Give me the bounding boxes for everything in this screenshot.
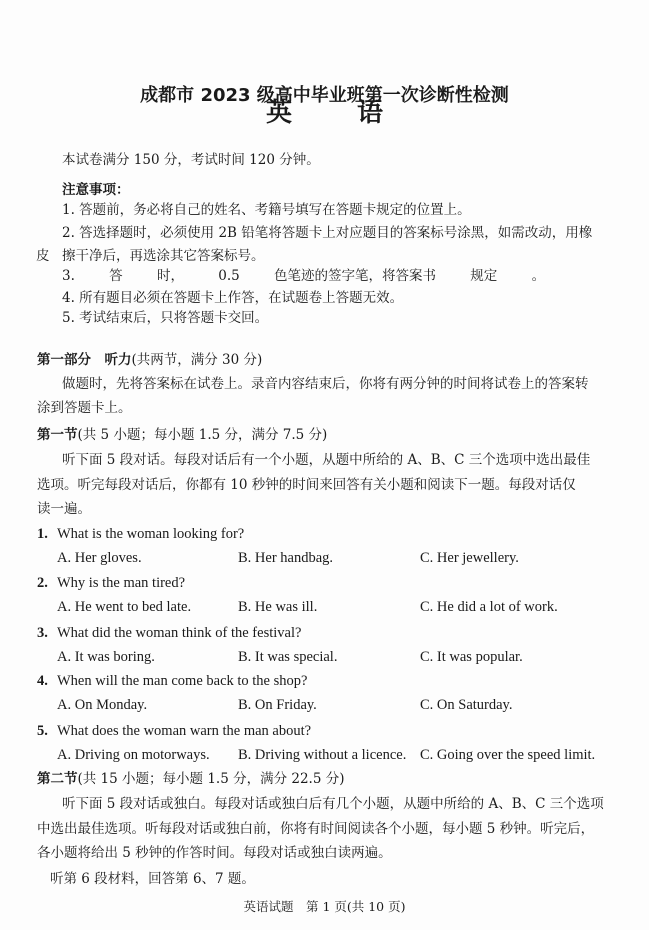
page-footer: 英语试题 第 1 页(共 10 页) bbox=[243, 899, 406, 914]
answer-option: A. Her gloves. bbox=[57, 550, 142, 566]
question-number: 4. bbox=[37, 673, 48, 689]
section2-note: (共 15 小题；每小题 1.5 分，满分 22.5 分) bbox=[77, 771, 345, 787]
section2-instruction: 听第 6 段材料，回答第 6、7 题。 bbox=[50, 871, 255, 887]
notice-heading: 注意事项： bbox=[62, 182, 130, 198]
answer-option: A. He went to bed late. bbox=[57, 599, 192, 615]
notice-item: 擦干净后，再选涂其它答案标号。 bbox=[62, 248, 265, 264]
answer-option: B. On Friday. bbox=[238, 697, 317, 713]
margin-char: 皮 bbox=[36, 248, 50, 264]
section1-instruction: 读一遍。 bbox=[37, 501, 91, 517]
question-stem bbox=[37, 525, 244, 543]
subject-title: 英 语 bbox=[265, 98, 412, 128]
question-number: 3. bbox=[37, 625, 48, 641]
answer-option: C. He did a lot of work. bbox=[420, 599, 558, 615]
answer-option: B. He was ill. bbox=[238, 599, 318, 615]
section1-instruction: 选项。听完每段对话后，你都有 10 秒钟的时间来回答有关小题和阅读下一题。每段对话仅 bbox=[37, 477, 576, 493]
answer-option: B. Her handbag. bbox=[238, 550, 334, 566]
question-number: 5. bbox=[37, 723, 48, 739]
section2-instruction: 听下面 5 段对话或独白。每段对话或独白后有几个小题，从题中所给的 A、B、C 三个选项 bbox=[62, 796, 604, 812]
section2-instruction: 中选出最佳选项。听每段对话或独白前，你将有时间阅读各个小题，每小题 5 秒钟。听完后， bbox=[37, 821, 595, 837]
part1-instruction: 做题时，先将答案标在试卷上。录音内容结束后，你将有两分钟的时间将试卷上的答案转 bbox=[62, 376, 589, 392]
answer-option: B. It was special. bbox=[238, 649, 338, 665]
section1-title: 第一节 bbox=[37, 427, 78, 443]
answer-option: B. Driving without a licence. bbox=[238, 747, 407, 763]
intro-text: 本试卷满分 150 分，考试时间 120 分钟。 bbox=[62, 152, 320, 168]
exam-title: 成都市 2023 级高中毕业班第一次诊断性检测 bbox=[140, 85, 509, 106]
section1-instruction: 听下面 5 段对话。每段对话后有一个小题，从题中所给的 A、B、C 三个选项中选出最佳 bbox=[62, 452, 591, 468]
notice-item: 5. 考试结束后，只将答题卡交回。 bbox=[62, 310, 269, 326]
question-text: What did the woman think of the festival? bbox=[57, 625, 302, 641]
question-text: Why is the man tired? bbox=[57, 575, 186, 591]
part1-title: 第一部分 听力 bbox=[37, 352, 132, 368]
answer-option: A. On Monday. bbox=[57, 697, 148, 713]
question-stem bbox=[37, 624, 301, 642]
question-text: What does the woman warn the man about? bbox=[57, 723, 312, 739]
question-stem bbox=[37, 672, 307, 690]
section2-instruction: 各小题将给出 5 秒钟的作答时间。每段对话或独白读两遍。 bbox=[37, 845, 392, 861]
section2-heading bbox=[37, 770, 345, 788]
section2-title: 第二节 bbox=[37, 771, 78, 787]
question-text: What is the woman looking for? bbox=[57, 526, 245, 542]
answer-option: C. It was popular. bbox=[420, 649, 523, 665]
section1-note: (共 5 小题；每小题 1.5 分，满分 7.5 分) bbox=[77, 427, 328, 443]
part1-instruction: 涂到答题卡上。 bbox=[37, 400, 132, 416]
question-number: 2. bbox=[37, 575, 48, 591]
section1-heading bbox=[37, 426, 327, 444]
answer-option: A. It was boring. bbox=[57, 649, 155, 665]
question-text: When will the man come back to the shop? bbox=[57, 673, 308, 689]
part1-note: (共两节，满分 30 分) bbox=[131, 352, 263, 368]
part1-heading bbox=[37, 351, 262, 369]
question-stem bbox=[37, 722, 311, 740]
answer-option: C. On Saturday. bbox=[420, 697, 513, 713]
question-stem bbox=[37, 574, 185, 592]
notice-item: 4. 所有题目必须在答题卡上作答，在试题卷上答题无效。 bbox=[62, 290, 404, 306]
notice-item: 1. 答题前，务必将自己的姓名、考籍号填写在答题卡规定的位置上。 bbox=[62, 202, 471, 218]
notice-item: 2. 答选择题时，必须使用 2B 铅笔将答题卡上对应题目的答案标号涂黑，如需改动，用橡 bbox=[62, 225, 593, 241]
answer-option: C. Going over the speed limit. bbox=[420, 747, 596, 763]
question-number: 1. bbox=[37, 526, 48, 542]
answer-option: C. Her jewellery. bbox=[420, 550, 519, 566]
notice-item: 3. 答 时， 0.5 色笔迹的签字笔，将答案书 规定 。 bbox=[62, 268, 546, 284]
answer-option: A. Driving on motorways. bbox=[57, 747, 210, 763]
